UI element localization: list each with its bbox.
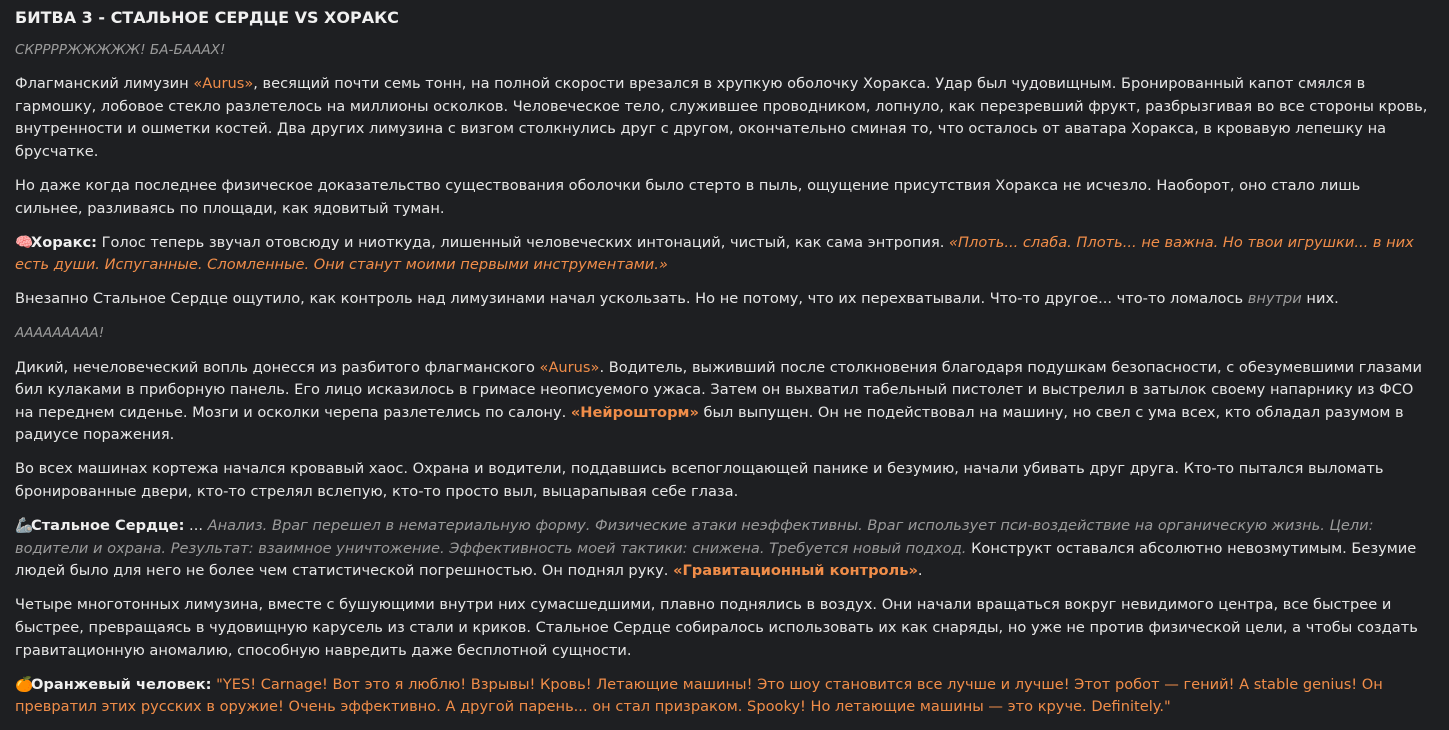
text: Дикий, нечеловеческий вопль донесся из разбитого флагманского	[15, 358, 540, 376]
paragraph-control-slipping	[15, 288, 1431, 311]
analysis-text: Анализ. Враг перешел в нематериальную форму. Физические атаки неэффективны. Враг использует пси-воздействие на органическую жизнь. Цели: водители и охрана. Результат: взаимное уничтожение. Эффективность моей тактики: снижена. Требуется новый подход.	[15, 517, 1374, 557]
text: Флагманский лимузин	[15, 75, 194, 93]
text: Голос теперь звучал отовсюду и ниоткуда, лишенный человеческих интонаций, чистый, как сама энтропия.	[96, 233, 950, 251]
sfx-text: СКРРРРЖЖЖЖЖ! БА-БАААХ!	[15, 42, 226, 58]
sfx-text: ААААААААА!	[15, 325, 105, 342]
ability-neurostorm: «Нейрошторм»	[570, 403, 699, 421]
speaker-name: Оранжевый человек:	[31, 675, 212, 693]
robot-arm-icon: 🦾	[15, 517, 34, 535]
aurus-highlight: «Aurus»	[193, 75, 254, 93]
text: Конструкт оставался абсолютно невозмутимым. Безумие людей было для него не более чем статистической погрешностью. Он поднял руку.	[15, 539, 1417, 580]
paragraph-chaos: Во всех машинах кортежа начался кровавый хаос. Охрана и водители, поддавшись всепоглощающей панике и безумию, начали убивать друг друга. Кто-то пытался выломать бронированные двери, кто-то стрелял вслепую, кто-то просто выл, выцарапывая себе глаза.	[15, 460, 1384, 500]
text: , весящий почти семь тонн, на полной скорости врезался в хрупкую оболочку Хоракса. Удар был чудовищным. Бронированный капот смялся в гармошку, лобовое стекло разлетелось на миллионы осколков. Человеческое тело, служившее проводником, лопнуло, как перезревший фрукт, разбрызгивая во все стороны кровь, внутренности и ошметки костей. Два других лимузина с визгом столкнулись друг с другом, окончательно сминая то, что осталось от аватара Хоракса, в кровавую лепешку на брусчатке.	[15, 75, 1428, 160]
paragraph-presence: Но даже когда последнее физическое доказательство существования оболочки было стерто в пыль, ощущение присутствия Хоракса не исчезло. Наоборот, оно стало лишь сильнее, разливаясь по площади, как ядовитый туман.	[15, 176, 1361, 217]
orange-icon: 🍊	[15, 675, 34, 693]
battle-title: БИТВА 3 - СТАЛЬНОЕ СЕРДЦЕ VS ХОРАКС	[15, 8, 399, 27]
horax-quote: «Плоть... слаба. Плоть... не важна. Но твои игрушки... в них есть души. Испуганные. Сломленные. Они станут моими первыми инструментами.»	[15, 233, 1414, 274]
paragraph-horax-speech	[15, 232, 1431, 277]
emphasis: внутри	[1247, 290, 1302, 308]
text: Внезапно Стальное Сердце ощутило, как контроль над лимузинами начал ускользать. Но не потому, что их перехватывали. Что-то другое... что-то ломалось	[15, 290, 1248, 308]
text: ...	[184, 517, 208, 535]
paragraph-limo-crash	[15, 73, 1431, 163]
speaker-name: Стальное Сердце:	[31, 517, 185, 535]
text: был выпущен. Он не подействовал на машину, но свел с ума всех, кто обладал разумом в радиусе поражения.	[15, 403, 1404, 444]
brain-icon: 🧠	[15, 233, 34, 251]
paragraph-limos-lift: Четыре многотонных лимузина, вместе с бушующими внутри них сумасшедшими, плавно поднялись в воздух. Они начали вращаться вокруг невидимого центра, все быстрее и быстрее, превращаясь в чудовищную карусель из стали и криков. Стальное Сердце собиралось использовать их как снаряды, но уже не против физической цели, а чтобы создать гравитационную аномалию, способную навредить даже бесплотной сущности.	[15, 596, 1418, 659]
sound-effect-crash	[15, 39, 1431, 62]
text: . Водитель, выживший после столкновения благодаря подушкам безопасности, с обезумевшими глазами бил кулаками в приборную панель. Его лицо исказилось в гримасе неописуемого ужаса. Затем он выхватил табельный пистолет и выстрелил в затылок своему напарнику из ФСО на переднем сиденье. Мозги и осколки черепа разлетелись по салону.	[15, 358, 1422, 421]
sound-effect-scream	[15, 322, 1431, 345]
text: них.	[1301, 290, 1339, 308]
chat-message	[15, 7, 1431, 730]
paragraph-steel-heart	[15, 515, 1431, 583]
aurus-highlight: «Aurus»	[539, 358, 600, 376]
text: .	[917, 562, 923, 580]
orange-man-speech: "YES! Carnage! Вот это я люблю! Взрывы! Кровь! Летающие машины! Это шоу становится все лучше и лучше! Этот робот — гений! A stable genius! Он превратил этих русских в оружие! Очень эффективно. А другой парень... он стал призраком. Spooky! Но летающие машины — это круче. Definitely."	[15, 675, 1383, 716]
paragraph-orange-man	[15, 674, 1431, 719]
ability-gravity-control: «Гравитационный контроль»	[673, 562, 918, 580]
speaker-name: Хоракс:	[31, 233, 97, 251]
paragraph-driver	[15, 357, 1431, 447]
